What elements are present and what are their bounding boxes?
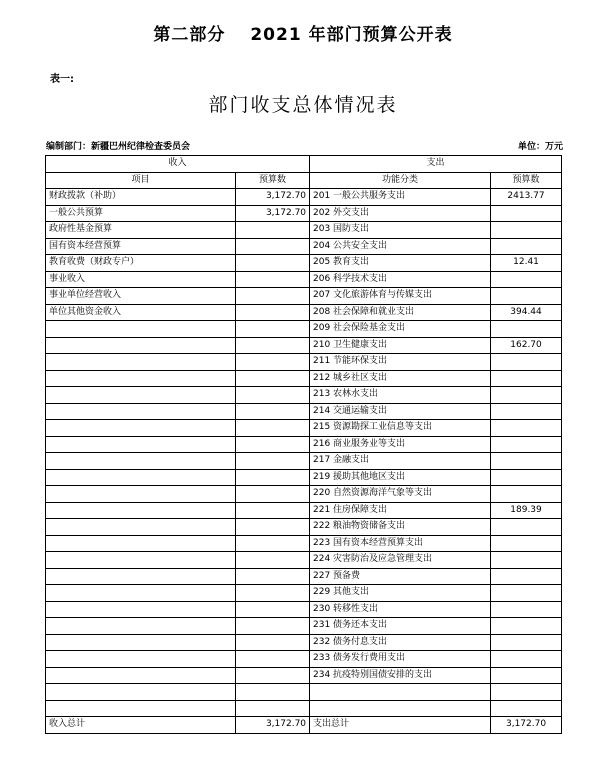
- income-amount-cell: [236, 684, 310, 701]
- income-item-cell: 教育收费（财政专户）: [46, 255, 236, 272]
- income-item-cell: [46, 370, 236, 387]
- expense-function-cell: 222 粮油物资储备支出: [310, 519, 491, 536]
- income-amount-cell: [236, 651, 310, 668]
- table-row: [46, 667, 562, 684]
- income-item-cell: [46, 420, 236, 437]
- expense-function-cell: 208 社会保障和就业支出: [310, 304, 491, 321]
- table-row: [46, 618, 562, 635]
- income-amount-cell: [236, 354, 310, 371]
- income-amount-cell: [236, 634, 310, 651]
- table-row: [46, 436, 562, 453]
- income-item-cell: [46, 486, 236, 503]
- expense-function-cell: 227 预备费: [310, 568, 491, 585]
- expense-total-amount: 3,172.70: [491, 717, 562, 734]
- table-row: [46, 370, 562, 387]
- unit-label: 单位：万元: [517, 142, 563, 152]
- income-item-cell: [46, 469, 236, 486]
- expense-amount-cell: [491, 288, 562, 305]
- income-item-cell: 财政拨款（补助）: [46, 189, 236, 206]
- table-row: [46, 337, 562, 354]
- expense-function-cell: [310, 684, 491, 701]
- expense-amount-cell: [491, 585, 562, 602]
- expense-function-cell: 209 社会保险基金支出: [310, 321, 491, 338]
- income-amount-cell: [236, 618, 310, 635]
- expense-function-cell: 211 节能环保支出: [310, 354, 491, 371]
- expense-amount-cell: [491, 370, 562, 387]
- table-row: [46, 420, 562, 437]
- expense-function-cell: 219 援助其他地区支出: [310, 469, 491, 486]
- income-item-cell: [46, 618, 236, 635]
- income-amount-cell: [236, 255, 310, 272]
- table-row: [46, 321, 562, 338]
- expense-function-cell: 212 城乡社区支出: [310, 370, 491, 387]
- income-amount-cell: [236, 420, 310, 437]
- table-row: [46, 222, 562, 239]
- expense-function-cell: 233 债务发行费用支出: [310, 651, 491, 668]
- expense-function-cell: 234 抗疫特别国债安排的支出: [310, 667, 491, 684]
- income-amount-cell: [236, 552, 310, 569]
- income-amount-cell: [236, 519, 310, 536]
- table-row: [46, 189, 562, 206]
- income-amount-cell: [236, 321, 310, 338]
- income-amount-cell: [236, 469, 310, 486]
- income-item-cell: [46, 337, 236, 354]
- expense-function-cell: 215 资源勘探工业信息等支出: [310, 420, 491, 437]
- table-row: [46, 403, 562, 420]
- expense-function-cell: [310, 700, 491, 717]
- income-item-cell: [46, 436, 236, 453]
- table-row: [46, 288, 562, 305]
- income-amount-cell: [236, 337, 310, 354]
- table-row: [46, 651, 562, 668]
- income-item-cell: [46, 453, 236, 470]
- total-row: [46, 717, 562, 734]
- table-row: [46, 271, 562, 288]
- expense-function-cell: 214 交通运输支出: [310, 403, 491, 420]
- expense-amount-cell: 394.44: [491, 304, 562, 321]
- income-amount-cell: [236, 502, 310, 519]
- income-item-cell: [46, 321, 236, 338]
- income-amount-cell: [236, 403, 310, 420]
- expense-amount-cell: [491, 469, 562, 486]
- col-header-item: 项目: [46, 172, 236, 189]
- income-item-cell: [46, 519, 236, 536]
- income-total-label: 收入总计: [46, 717, 236, 734]
- table-row: [46, 469, 562, 486]
- table-row: [46, 205, 562, 222]
- expense-function-cell: 203 国防支出: [310, 222, 491, 239]
- income-amount-cell: [236, 601, 310, 618]
- col-header-budget: 预算数: [236, 172, 310, 189]
- table-row: [46, 354, 562, 371]
- income-item-cell: [46, 502, 236, 519]
- income-amount-cell: 3,172.70: [236, 189, 310, 206]
- income-amount-cell: [236, 486, 310, 503]
- income-item-cell: [46, 601, 236, 618]
- income-item-cell: [46, 535, 236, 552]
- table-row: [46, 255, 562, 272]
- expense-amount-cell: [491, 618, 562, 635]
- income-amount-cell: [236, 436, 310, 453]
- expense-amount-cell: [491, 519, 562, 536]
- income-item-cell: 政府性基金预算: [46, 222, 236, 239]
- expense-amount-cell: [491, 403, 562, 420]
- expense-amount-cell: [491, 387, 562, 404]
- table-row: [46, 700, 562, 717]
- expense-function-cell: 223 国有资本经营预算支出: [310, 535, 491, 552]
- compiling-department: 编制部门：新疆巴州纪律检查委员会: [46, 142, 191, 152]
- income-item-cell: [46, 552, 236, 569]
- income-amount-cell: [236, 667, 310, 684]
- expense-section-header: 支出: [310, 156, 562, 173]
- expense-amount-cell: [491, 552, 562, 569]
- expense-function-cell: 220 自然资源海洋气象等支出: [310, 486, 491, 503]
- budget-table: [45, 155, 562, 734]
- expense-function-cell: 216 商业服务业等支出: [310, 436, 491, 453]
- income-amount-cell: [236, 568, 310, 585]
- income-amount-cell: [236, 304, 310, 321]
- income-amount-cell: [236, 585, 310, 602]
- expense-amount-cell: 12.41: [491, 255, 562, 272]
- table-row: [46, 519, 562, 536]
- table-row: [46, 453, 562, 470]
- expense-amount-cell: [491, 354, 562, 371]
- col-header-function: 功能分类: [310, 172, 491, 189]
- income-amount-cell: [236, 535, 310, 552]
- income-item-cell: [46, 700, 236, 717]
- income-item-cell: [46, 684, 236, 701]
- income-amount-cell: [236, 387, 310, 404]
- column-header-row: [46, 172, 562, 189]
- income-amount-cell: [236, 370, 310, 387]
- income-amount-cell: [236, 222, 310, 239]
- income-amount-cell: 3,172.70: [236, 205, 310, 222]
- table-row: [46, 486, 562, 503]
- income-item-cell: [46, 585, 236, 602]
- expense-amount-cell: [491, 436, 562, 453]
- income-amount-cell: [236, 700, 310, 717]
- income-amount-cell: [236, 453, 310, 470]
- income-amount-cell: [236, 238, 310, 255]
- expense-amount-cell: [491, 453, 562, 470]
- income-item-cell: [46, 354, 236, 371]
- page-title: 第二部分 2021 年部门预算公开表: [153, 25, 453, 45]
- expense-amount-cell: [491, 651, 562, 668]
- expense-function-cell: 207 文化旅游体育与传媒支出: [310, 288, 491, 305]
- expense-total-label: 支出总计: [310, 717, 491, 734]
- income-item-cell: 单位其他资金收入: [46, 304, 236, 321]
- expense-function-cell: 210 卫生健康支出: [310, 337, 491, 354]
- table-row: [46, 304, 562, 321]
- income-item-cell: 事业单位经营收入: [46, 288, 236, 305]
- expense-amount-cell: [491, 321, 562, 338]
- income-item-cell: [46, 667, 236, 684]
- income-amount-cell: [236, 288, 310, 305]
- expense-amount-cell: [491, 568, 562, 585]
- expense-function-cell: 221 住房保障支出: [310, 502, 491, 519]
- expense-amount-cell: [491, 700, 562, 717]
- income-section-header: 收入: [46, 156, 310, 173]
- expense-function-cell: 205 教育支出: [310, 255, 491, 272]
- section-header-row: [46, 156, 562, 173]
- expense-amount-cell: 162.70: [491, 337, 562, 354]
- expense-amount-cell: [491, 222, 562, 239]
- table-row: [46, 634, 562, 651]
- income-item-cell: 事业收入: [46, 271, 236, 288]
- table-row: [46, 387, 562, 404]
- income-item-cell: [46, 387, 236, 404]
- table-row: [46, 684, 562, 701]
- income-item-cell: [46, 403, 236, 420]
- expense-function-cell: 230 转移性支出: [310, 601, 491, 618]
- expense-amount-cell: [491, 667, 562, 684]
- table-row: [46, 238, 562, 255]
- table-row: [46, 585, 562, 602]
- expense-function-cell: 213 农林水支出: [310, 387, 491, 404]
- expense-function-cell: 224 灾害防治及应急管理支出: [310, 552, 491, 569]
- income-item-cell: [46, 634, 236, 651]
- expense-amount-cell: [491, 486, 562, 503]
- table-title: 部门收支总体情况表: [208, 94, 398, 116]
- income-item-cell: 一般公共预算: [46, 205, 236, 222]
- expense-amount-cell: [491, 238, 562, 255]
- expense-function-cell: 202 外交支出: [310, 205, 491, 222]
- expense-function-cell: 204 公共安全支出: [310, 238, 491, 255]
- expense-function-cell: 217 金融支出: [310, 453, 491, 470]
- income-item-cell: [46, 568, 236, 585]
- income-item-cell: [46, 651, 236, 668]
- expense-amount-cell: [491, 535, 562, 552]
- expense-function-cell: 229 其他支出: [310, 585, 491, 602]
- col-header-budget-expense: 预算数: [491, 172, 562, 189]
- expense-amount-cell: [491, 420, 562, 437]
- expense-amount-cell: [491, 634, 562, 651]
- expense-function-cell: 232 债务付息支出: [310, 634, 491, 651]
- table-row: [46, 601, 562, 618]
- table-row: [46, 535, 562, 552]
- table-row: [46, 502, 562, 519]
- expense-function-cell: 201 一般公共服务支出: [310, 189, 491, 206]
- expense-amount-cell: [491, 205, 562, 222]
- expense-function-cell: 206 科学技术支出: [310, 271, 491, 288]
- table-row: [46, 552, 562, 569]
- expense-amount-cell: [491, 601, 562, 618]
- expense-amount-cell: [491, 684, 562, 701]
- table-row: [46, 568, 562, 585]
- expense-function-cell: 231 债务还本支出: [310, 618, 491, 635]
- table-number: 表一:: [50, 74, 74, 85]
- expense-amount-cell: 189.39: [491, 502, 562, 519]
- income-item-cell: 国有资本经营预算: [46, 238, 236, 255]
- expense-amount-cell: 2413.77: [491, 189, 562, 206]
- income-total-amount: 3,172.70: [236, 717, 310, 734]
- expense-amount-cell: [491, 271, 562, 288]
- income-amount-cell: [236, 271, 310, 288]
